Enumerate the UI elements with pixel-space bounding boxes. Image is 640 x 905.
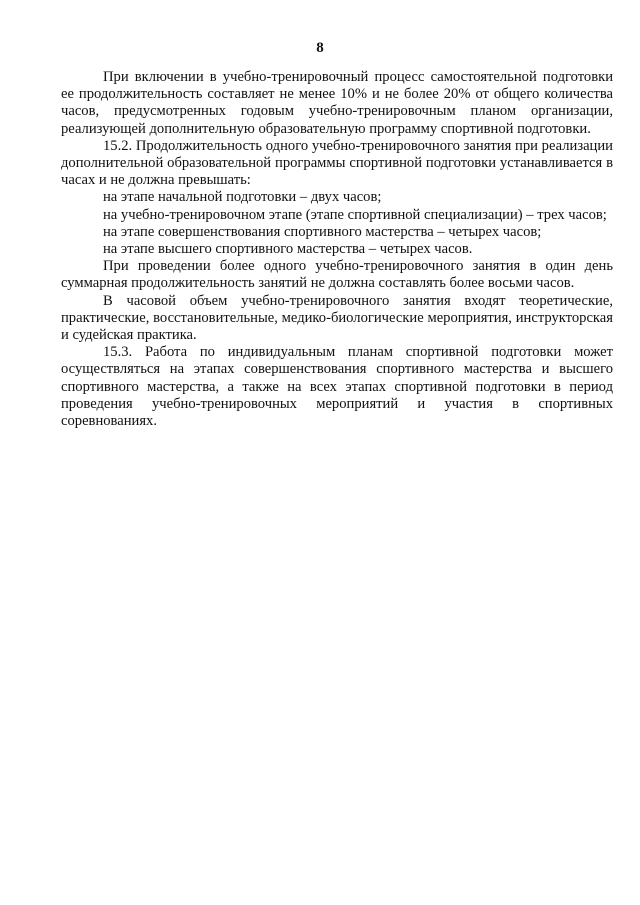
- list-item-higher-mastery-stage: на этапе высшего спортивного мастерства – четырех часов.: [103, 241, 473, 258]
- paragraph-hourly-volume: В часовой объем учебно-тренировочного занятия входят теоретические, практические, восстановительные, медико-биологические мероприятия, инструкторская и судейская практика.: [61, 292, 613, 344]
- paragraph-15-3: 15.3. Работа по индивидуальным планам спортивной подготовки может осуществляться на этапах совершенствования спортивного мастерства и высшего спортивного мастерства, а также на всех этапах спортивной подготовки в период проведения учебно-тренировочных мероприятий и участия в спортивных соревнованиях.: [61, 344, 613, 430]
- paragraph-daily-limit: При проведении более одного учебно-тренировочного занятия в один день суммарная продолжительность занятий не должна составлять более восьми часов.: [61, 258, 613, 292]
- list-item-initial-stage: на этапе начальной подготовки – двух часов;: [103, 189, 382, 206]
- list-item-training-stage: на учебно-тренировочном этапе (этапе спортивной специализации) – трех часов;: [103, 206, 607, 223]
- paragraph-self-preparation: При включении в учебно-тренировочный процесс самостоятельной подготовки ее продолжительность составляет не менее 10% и не более 20% от общего количества часов, предусмотренных годовым учебно-тренировочным планом организации, реализующей дополнительную образовательную программу спортивной подготовки.: [61, 69, 613, 137]
- list-item-improvement-stage: на этапе совершенствования спортивного мастерства – четырех часов;: [103, 223, 542, 240]
- document-body: [61, 69, 613, 430]
- paragraph-15-2: 15.2. Продолжительность одного учебно-тренировочного занятия при реализации дополнительной образовательной программы спортивной подготовки устанавливается в часах и не должна превышать:: [61, 137, 613, 189]
- page-number: 8: [316, 40, 324, 56]
